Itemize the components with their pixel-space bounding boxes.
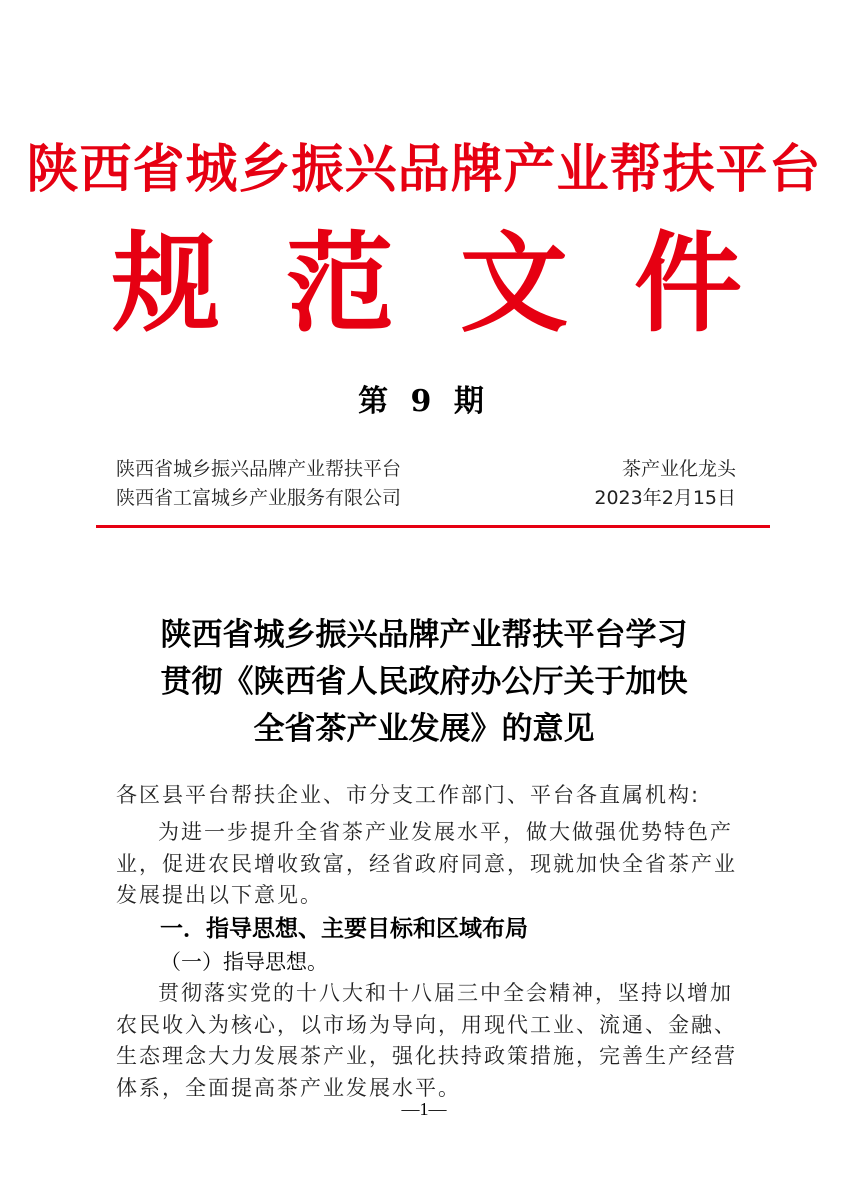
issue-number: 第 9 期	[358, 384, 490, 419]
issuer-1: 陕西省城乡振兴品牌产业帮扶平台	[116, 458, 402, 480]
meta-row-2	[116, 484, 736, 512]
issue-date: 2023年2月15日	[594, 487, 736, 509]
page-number: —1—	[401, 1099, 447, 1119]
issuer-2: 陕西省工富城乡产业服务有限公司	[116, 487, 402, 509]
masthead-char: 范	[285, 221, 394, 347]
section-heading: 一．指导思想、主要目标和区域布局	[160, 916, 528, 942]
document-title	[0, 612, 848, 753]
masthead-char: 文	[459, 221, 568, 347]
masthead-org-title: 陕西省城乡振兴品牌产业帮扶平台	[26, 139, 822, 200]
meta-row-1	[116, 455, 736, 483]
masthead-char: 规	[112, 221, 221, 347]
title-line-1: 陕西省城乡振兴品牌产业帮扶平台学习	[160, 617, 688, 653]
category-label: 茶产业化龙头	[621, 458, 736, 480]
addressees: 各区县平台帮扶企业、市分支工作部门、平台各直属机构:	[116, 783, 701, 807]
red-divider	[96, 525, 770, 528]
title-line-3: 全省茶产业发展》的意见	[253, 711, 595, 747]
title-line-2: 贯彻《陕西省人民政府办公厅关于加快	[160, 664, 688, 700]
section-paragraph: 贯彻落实党的十八大和十八届三中全会精神，坚持以增加农民收入为核心，以市场为导向，用现代工业、流通、金融、生态理念大力发展茶产业，强化扶持政策措施，完善生产经营体系，全面提高茶产业发展水平。	[116, 981, 737, 1100]
subsection-heading: （一）指导思想。	[160, 950, 328, 974]
intro-paragraph: 为进一步提升全省茶产业发展水平，做大做强优势特色产业，促进农民增收致富，经省政府同意，现就加快全省茶产业发展提出以下意见。	[116, 820, 737, 907]
masthead-char: 件	[633, 221, 742, 347]
masthead-doc-type	[112, 221, 742, 347]
